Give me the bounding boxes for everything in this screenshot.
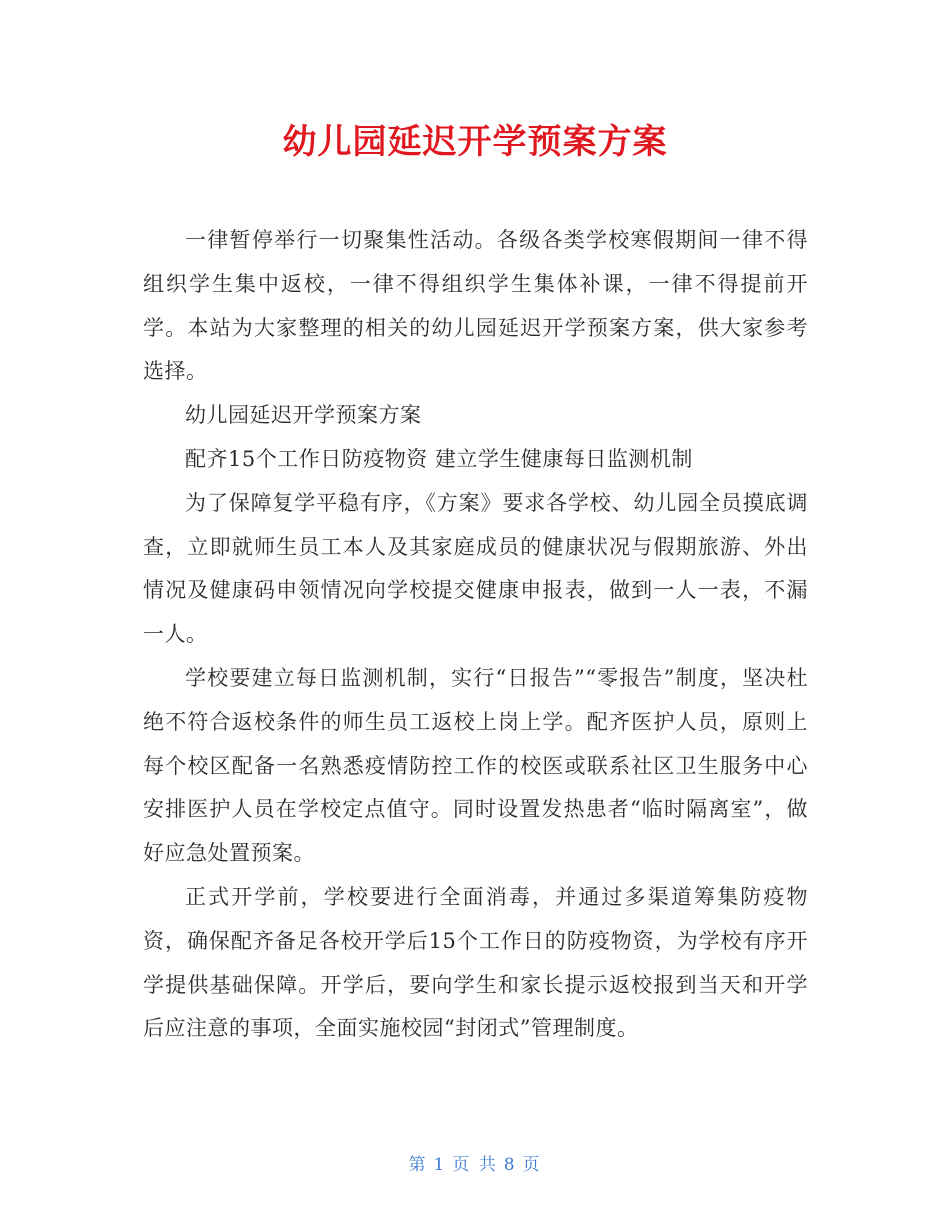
paragraph-intro: 一律暂停举行一切聚集性活动。各级各类学校寒假期间一律不得组织学生集中返校，一律不得组织学生集体补课，一律不得提前开学。本站为大家整理的相关的幼儿园延迟开学预案方案，供大家参考选择。 <box>143 228 808 384</box>
footer-suffix: 页 <box>522 1155 542 1175</box>
paragraph-monitoring: 学校要建立每日监测机制，实行“日报告”“零报告”制度，坚决杜绝不符合返校条件的师生员工返校上岗上学。配齐医护人员，原则上每个校区配备一名熟悉疫情防控工作的校医或联系社区卫生服务中心安排医护人员在学校定点值守。同时设置发热患者“临时隔离室”，做好应急处置预案。 <box>143 665 808 866</box>
footer-total-pages: 8 <box>503 1155 517 1175</box>
footer-page-number: 1 <box>433 1155 447 1175</box>
page-footer <box>0 1150 950 1175</box>
footer-prefix: 第 <box>408 1155 428 1175</box>
paragraph-survey: 为了保障复学平稳有序，《方案》要求各学校、幼儿园全员摸底调查，立即就师生员工本人及其家庭成员的健康状况与假期旅游、外出情况及健康码申领情况向学校提交健康申报表，做到一人一表，不漏一人。 <box>143 490 808 647</box>
paragraph-subtitle: 幼儿园延迟开学预案方案 <box>185 403 422 428</box>
paragraph-heading: 配齐15个工作日防疫物资 建立学生健康每日监测机制 <box>185 446 693 471</box>
document-body <box>143 219 808 1051</box>
page-title: 幼儿园延迟开学预案方案 <box>282 122 668 162</box>
paragraph-disinfection: 正式开学前，学校要进行全面消毒，并通过多渠道筹集防疫物资，确保配齐备足各校开学后15个工作日的防疫物资，为学校有序开学提供基础保障。开学后，要向学生和家长提示返校报到当天和开学后应注意的事项，全面实施校园“封闭式”管理制度。 <box>143 884 808 1041</box>
footer-middle: 页 共 <box>452 1155 498 1175</box>
